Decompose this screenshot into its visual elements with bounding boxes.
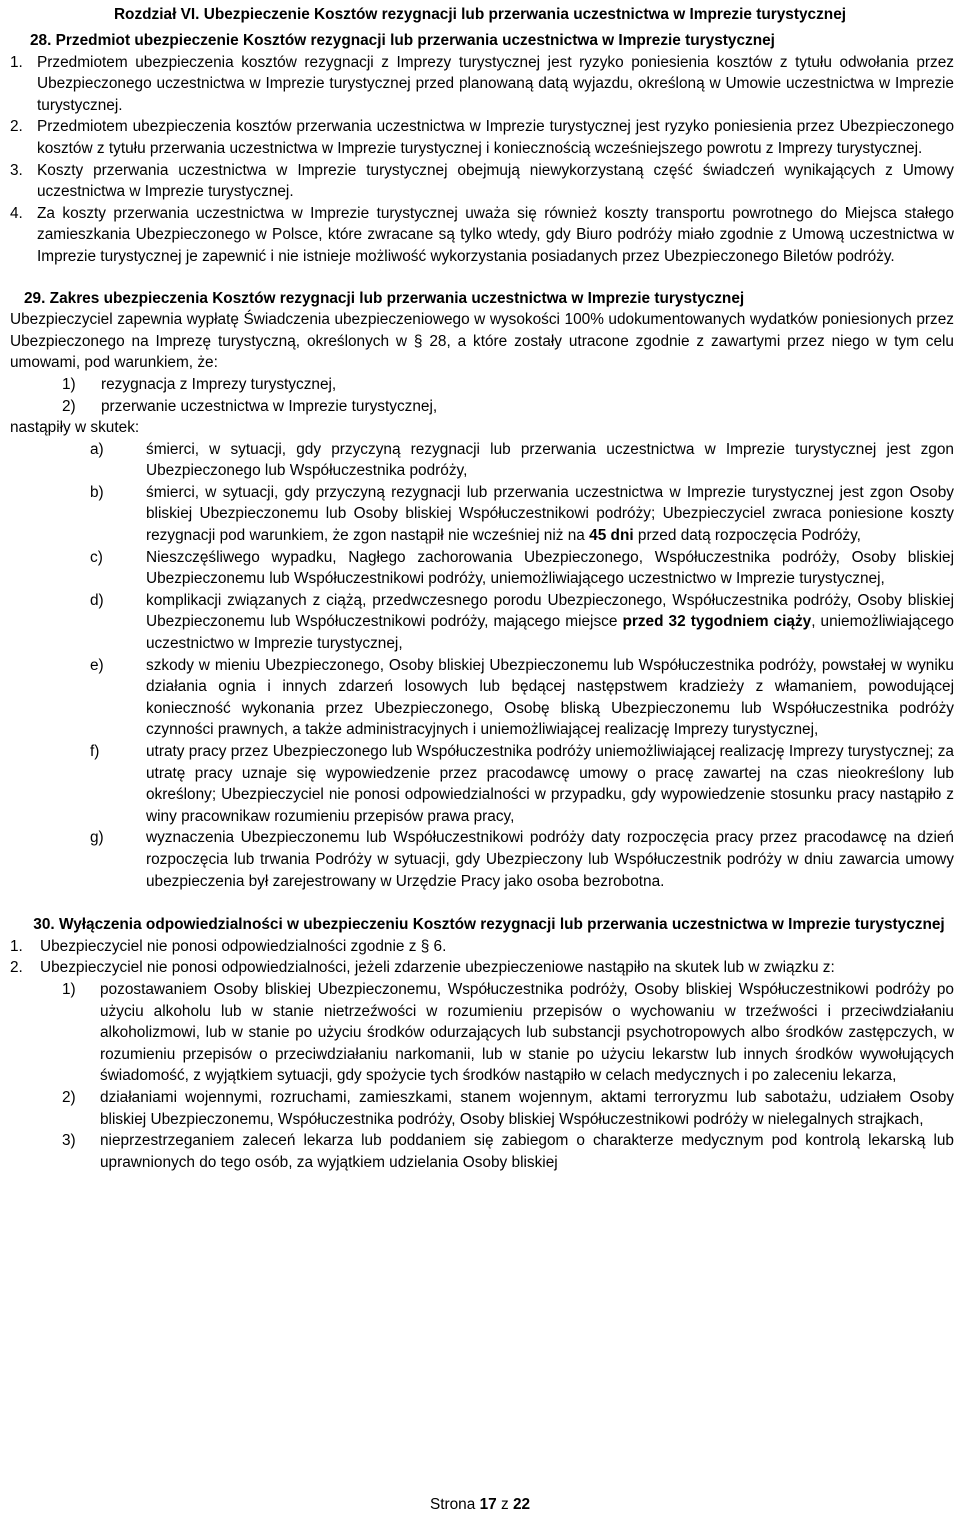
s29-condition-1 xyxy=(10,374,954,396)
item-text: Ubezpieczyciel nie ponosi odpowiedzialności, jeżeli zdarzenie ubezpieczeniowe nastąpiło na skutek lub w związku z: xyxy=(40,959,835,977)
s29-lead: nastąpiły w skutek: xyxy=(10,419,140,437)
section-29-title: 29. Zakres ubezpieczenia Kosztów rezygnacji lub przerwania uczestnictwa w Imprezie turystycznej xyxy=(24,289,745,307)
item-text: utraty pracy przez Ubezpieczonego lub Współuczestnika podróży uniemożliwiającej realizację Imprezy turystycznej; za utratę pracy uznaje się wypowiedzenie przez pracodawcę umowy o pracę zawartej na czas nieokreślony lub określony; Ubezpieczyciel nie ponosi odpowiedzialności w przypadku, gdy wypowiedzenie stosunku pracy nastąpiło z winy pracownikaw rozumieniu przepisów prawa pracy, xyxy=(146,743,954,825)
text-run: , uniemożliwiającego uczestnictwo w Imprezie turystycznej, xyxy=(146,613,954,653)
item-letter: d) xyxy=(90,591,104,609)
item-text xyxy=(146,590,954,655)
footer-mid: z xyxy=(496,1496,513,1513)
s30-item-1 xyxy=(10,936,954,958)
s29-item-f xyxy=(10,741,954,827)
item-text: pozostawaniem Osoby bliskiej Ubezpieczonemu, Współuczestnika podróży, Osoby bliskiej Współuczestnikowi podróży po użyciu alkoholu lub w stanie nietrzeźwości w rozumieniu przepisów o wychowaniu w trzeźwości i przeciwdziałaniu alkoholizmowi, lub w stanie po użyciu środków odurzających lub substancji psychotropowych albo środków zastępczych, w rozumieniu przepisów o przeciwdziałaniu narkomanii, lub w stanie po użyciu lekarstw lub innych środków wywołujących świadomość, z wyjątkiem sytuacji, gdy spożycie tych środków nastąpiło w celach medycznych i po zaleceniu lekarza, xyxy=(100,980,954,1085)
s30-sub-1 xyxy=(10,979,954,1087)
item-text: działaniami wojennymi, rozruchami, zamieszkami, stanem wojennym, aktami terroryzmu lub sabotażu, udziałem Osoby bliskiej Ubezpieczonemu, Współuczestnika podróży, Osoby bliskiej Współuczestnikowi podróży w nielegalnych strajkach, xyxy=(100,1088,954,1128)
item-letter: b) xyxy=(90,483,104,501)
item-text: Za koszty przerwania uczestnictwa w Imprezie turystycznej uważa się również koszty transportu powrotnego do Miejsca stałego zamieszkania Ubezpieczonego w Polsce, które zwracane są tylko wtedy, gdy Biuro podróży miało zgodnie z Umową uczestnictwa w Imprezie turystycznej je zapewnić i nie istnieje możliwość wykorzystania posiadanych przez Ubezpieczonego Biletów podróży. xyxy=(37,204,954,265)
s29-item-g xyxy=(10,827,954,892)
item-letter: g) xyxy=(90,829,104,847)
text-run: śmierci, w sytuacji, gdy przyczyną rezygnacji lub przerwania uczestnictwa w Imprezie turystycznej jest zgon Osoby bliskiej Ubezpieczonemu lub Osoby bliskiej Współuczestnikowi podróży; Ubezpieczyciel zwraca poniesione koszty rezygnacji pod warunkiem, że zgon nastąpił nie wcześniej niż na xyxy=(146,483,954,545)
footer-page-number: 17 xyxy=(479,1496,497,1513)
s28-item-4 xyxy=(10,203,954,268)
item-number: 2) xyxy=(62,1088,76,1106)
s29-item-b xyxy=(10,482,954,547)
item-text: nieprzestrzeganiem zaleceń lekarza lub poddaniem się zabiegom o charakterze medycznym pod kontrolą lekarską lub uprawnionych do tego osób, za wyjątkiem udzielania Osoby bliskiej xyxy=(100,1132,954,1171)
item-text: śmierci, w sytuacji, gdy przyczyną rezygnacji lub przerwania uczestnictwa w Imprezie turystycznej jest zgon Ubezpieczonego lub Współuczestnika podróży, xyxy=(146,440,954,480)
spacer xyxy=(10,268,954,288)
item-text: Nieszczęśliwego wypadku, Nagłego zachorowania Ubezpieczonego, Współuczestnika podróży, Osoby bliskiej Ubezpieczonemu lub Współuczestnikowi podróży, uniemożliwiającego uczestnictwo w Imprezie turystycznej, xyxy=(146,548,954,588)
page-footer xyxy=(0,1495,960,1515)
item-text: Przedmiotem ubezpieczenia kosztów rezygnacji z Imprezy turystycznej jest ryzyko poniesienia kosztów z tytułu odwołania przez Ubezpieczonego uczestnictwa w Imprezie turystycznej przed planowaną datą wyjazdu, określoną w Umowie uczestnictwa w Imprezie turystycznej. xyxy=(37,53,954,114)
item-text: przerwanie uczestnictwa w Imprezie turystycznej, xyxy=(101,397,438,415)
item-letter: e) xyxy=(90,656,104,674)
section-28-title: 28. Przedmiot ubezpieczenie Kosztów rezygnacji lub przerwania uczestnictwa w Imprezie turystycznej xyxy=(30,32,775,49)
item-text: rezygnacja z Imprezy turystycznej, xyxy=(101,375,337,393)
s30-item-2 xyxy=(10,957,954,979)
item-text: szkody w mieniu Ubezpieczonego, Osoby bliskiej Ubezpieczonemu lub Współuczestnika podróży, powstałej w wyniku działania ognia i innych zdarzeń losowych lub będącej następstwem kradzieży z włamaniem, powodującej konieczność wykonania przez Ubezpieczonego, Osobę bliską Ubezpieczonemu lub Współuczestnika podróży czynności prawnych, a także administracyjnych i uniemożliwiającej realizację Imprezy turystycznej, xyxy=(146,656,954,739)
chapter-header: Rozdział VI. Ubezpieczenie Kosztów rezygnacji lub przerwania uczestnictwa w Imprezie turystycznej xyxy=(113,6,847,23)
item-number: 3) xyxy=(62,1132,76,1150)
item-number: 2) xyxy=(62,397,76,415)
text-run: komplikacji związanych z ciążą, przedwczesnego porodu Ubezpieczonego, Współuczestnika podróży, Osoby bliskiej Ubezpieczonemu lub Współuczestnikowi podróży, mającego miejsce xyxy=(146,591,954,631)
footer-prefix: Strona xyxy=(429,1496,480,1513)
item-number: 1) xyxy=(62,980,76,998)
item-letter: c) xyxy=(90,548,103,566)
document-body xyxy=(10,30,954,1173)
s28-item-3 xyxy=(10,160,954,203)
item-number: 1. xyxy=(10,53,23,71)
item-text xyxy=(146,482,954,547)
item-letter: a) xyxy=(90,440,104,458)
s29-item-e xyxy=(10,655,954,741)
s29-condition-2 xyxy=(10,396,954,418)
item-text: wyznaczenia Ubezpieczonemu lub Współuczestnikowi podróży daty rozpoczęcia pracy przez pracodawcę na dzień rozpoczęcia lub trwania Podróży w sytuacji, gdy Ubezpieczony lub Współuczestnik podróży w dniu zawarcia umowy ubezpieczenia był zarejestrowany w Urzędzie Pracy jako osoba bezrobotna. xyxy=(146,829,954,890)
bold-run: 45 dni xyxy=(589,527,634,545)
item-number: 2. xyxy=(10,959,23,977)
s29-item-c xyxy=(10,547,954,590)
s28-item-1 xyxy=(10,52,954,117)
item-number: 2. xyxy=(10,118,23,136)
item-number: 4. xyxy=(10,204,23,222)
item-text: Ubezpieczyciel nie ponosi odpowiedzialności zgodnie z § 6. xyxy=(40,937,447,955)
item-number: 1. xyxy=(10,937,23,955)
text-run: przed datą rozpoczęcia Podróży, xyxy=(633,527,861,545)
s30-sub-3 xyxy=(10,1130,954,1173)
s29-item-d xyxy=(10,590,954,655)
footer-page-total: 22 xyxy=(512,1496,531,1513)
item-number: 1) xyxy=(62,375,76,393)
s29-item-a xyxy=(10,439,954,482)
bold-run: przed 32 tygodniem ciąży xyxy=(622,613,812,631)
s28-item-2 xyxy=(10,116,954,159)
spacer xyxy=(10,892,954,914)
s30-sub-2 xyxy=(10,1087,954,1130)
item-letter: f) xyxy=(90,743,100,760)
section-30-title: 30. Wyłączenia odpowiedzialności w ubezpieczeniu Kosztów rezygnacji lub przerwania uczestnictwa w Imprezie turystycznej xyxy=(33,916,945,934)
item-text: Koszty przerwania uczestnictwa w Imprezie turystycznej obejmują niewykorzystaną część świadczeń wynikających z Umowy uczestnictwa w Imprezie turystycznej. xyxy=(37,161,954,201)
item-number: 3. xyxy=(10,161,23,179)
s29-intro: Ubezpieczyciel zapewnia wypłatę Świadczenia ubezpieczeniowego w wysokości 100% udokumentowanych wydatków poniesionych przez Ubezpieczonego na Imprezę turystyczną, określonych w § 28, a które zostały utracone zgodnie z zawartymi przez niego w tym celu umowami, pod warunkiem, że: xyxy=(10,311,954,372)
item-text: Przedmiotem ubezpieczenia kosztów przerwania uczestnictwa w Imprezie turystycznej jest ryzyko poniesienia przez Ubezpieczonego kosztów z tytułu przerwania uczestnictwa w Imprezie turystycznej i koniecznością wcześniejszego powrotu z Imprezy turystycznej. xyxy=(37,118,954,157)
